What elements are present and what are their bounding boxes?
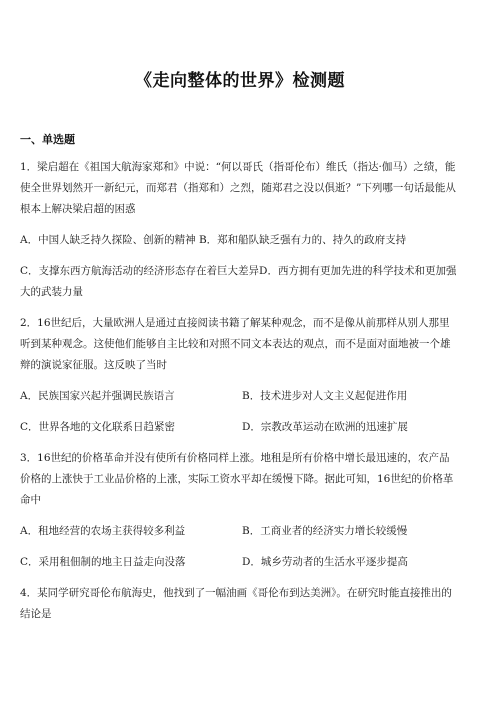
question-3-option-d: D．城乡劳动者的生活水平逐步提高	[242, 556, 408, 568]
question-1-option-b: B．郑和船队缺乏强有力的、持久的政府支持	[198, 234, 407, 246]
question-2-option-c: C．世界各地的文化联系日趋紧密	[20, 421, 176, 433]
question-1-option-c: C．支撑东西方航海活动的经济形态存在着巨大差异	[20, 265, 260, 277]
question-1-option-a: A．中国人缺乏持久探险、创新的精神	[20, 234, 196, 246]
question-3-options-ab	[20, 521, 460, 542]
question-2-text: 2．16世纪后，大量欧洲人是通过直接阅读书籍了解某种观念，而不是像从前那样从别人那里听到某种观念。这使他们能够自主比较和对照不同文本表达的观点，而不是面对面地被一个雄辩的演说家征服。这反映了当时	[20, 317, 451, 371]
question-2-option-b: B．技术进步对人文主义起促进作用	[242, 390, 408, 402]
question-1	[20, 157, 460, 303]
section-heading: 一、单选题	[20, 133, 75, 146]
question-2-options-ab	[20, 386, 460, 407]
question-3-option-b: B．工商业者的经济实力增长较缓慢	[242, 525, 408, 537]
question-1-options-cd	[20, 261, 460, 303]
question-2-options-cd	[20, 417, 460, 438]
question-1-options-ab	[20, 230, 460, 251]
question-1-option-d: D．西方拥有更加先进的科学技术和更加强大的武装力量	[20, 265, 457, 298]
question-1-text: 1．梁启超在《祖国大航海家郑和》中说：“何以哥氏（指哥伦布）维氏（指达·伽马）之绩，能使全世界划然开一新纪元，而郑君（指郑和）之烈，随郑君之没以俱逝？”下列哪一句话最能从根本上解决梁启超的困惑	[20, 161, 456, 215]
question-3	[20, 448, 460, 573]
question-3-text: 3．16世纪的价格革命并没有使所有价格同样上涨。地租是所有价格中增长最迅速的，农产品价格的上涨快于工业品价格的上涨，实际工资水平却在缓慢下降。据此可知，16世纪的价格革命中	[20, 452, 454, 506]
page-title: 《走向整体的世界》检测题	[135, 71, 345, 91]
question-2-option-d: D．宗教改革运动在欧洲的迅速扩展	[242, 421, 408, 433]
question-3-option-a: A．租地经营的农场主获得较多利益	[20, 525, 186, 537]
question-3-options-cd	[20, 552, 460, 573]
question-3-option-c: C．采用租佃制的地主日益走向没落	[20, 556, 186, 568]
question-2	[20, 313, 460, 438]
question-2-option-a: A．民族国家兴起并强调民族语言	[20, 390, 175, 402]
question-4-text: 4．某同学研究哥伦布航海史，他找到了一幅油画《哥伦布到达美洲》。在研究时能直接推出的结论是	[20, 587, 452, 620]
question-4	[20, 583, 460, 625]
